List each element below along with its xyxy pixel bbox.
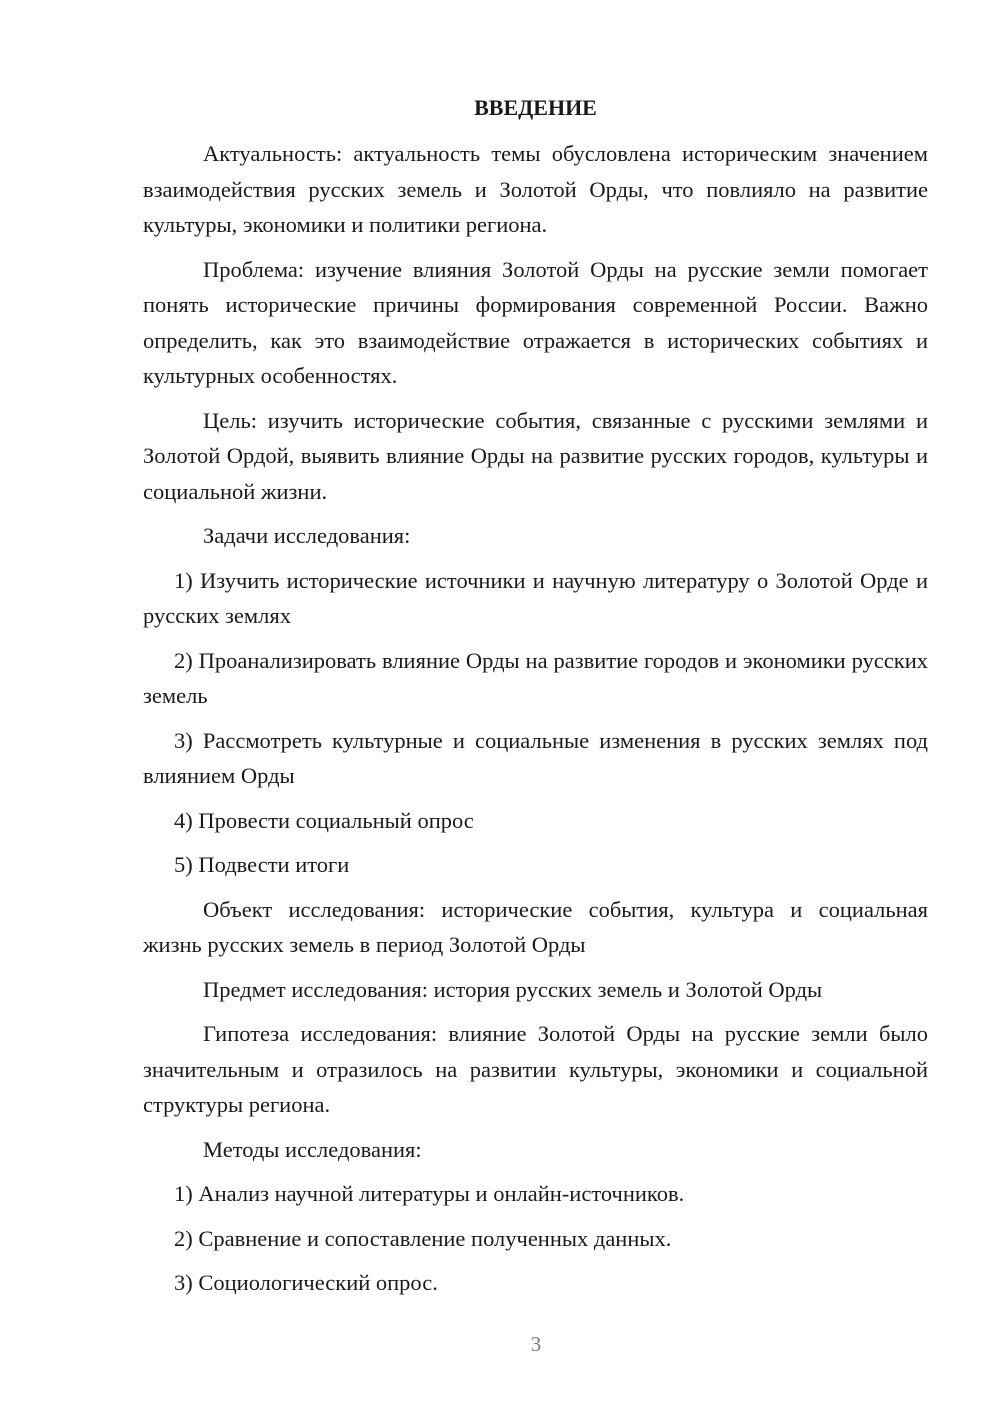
method-item-2: 2) Сравнение и сопоставление полученных данных. <box>174 1225 672 1251</box>
hypothesis-paragraph: Гипотеза исследования: влияние Золотой Орды на русские земли было значительным и отразилось на развитии культуры, экономики и социальной структуры региона. <box>143 1021 928 1117</box>
problem-paragraph: Проблема: изучение влияния Золотой Орды на русские земли помогает понять исторические причины формирования современной России. Важно определить, как это взаимодействие отражается в исторических событиях и культурных особенностях. <box>143 256 928 388</box>
method-item-1: 1) Анализ научной литературы и онлайн-источников. <box>174 1181 685 1206</box>
document-page <box>143 92 928 1310</box>
relevance-paragraph: Актуальность: актуальность темы обусловлена историческим значением взаимодействия русских земель и Золотой Орды, что повлияло на развитие культуры, экономики и политики региона. <box>143 141 928 237</box>
task-item-4: 4) Провести социальный опрос <box>174 807 474 833</box>
task-item-3: 3) Рассмотреть культурные и социальные изменения в русских землях под влиянием Орды <box>143 727 928 788</box>
page-number: 3 <box>530 1332 542 1356</box>
task-item-1: 1) Изучить исторические источники и научную литературу о Золотой Орде и русских землях <box>143 567 928 628</box>
method-item-3: 3) Социологический опрос. <box>174 1270 438 1295</box>
tasks-heading: Задачи исследования: <box>203 523 411 548</box>
section-title: ВВЕДЕНИЕ <box>474 95 597 120</box>
task-item-2: 2) Проанализировать влияние Орды на развитие городов и экономики русских земель <box>143 647 928 708</box>
task-item-5: 5) Подвести итоги <box>174 852 350 877</box>
goal-paragraph: Цель: изучить исторические события, связанные с русскими землями и Золотой Ордой, выявить влияние Орды на развитие русских городов, культуры и социальной жизни. <box>143 407 928 504</box>
object-paragraph: Объект исследования: исторические события, культура и социальная жизнь русских земель в период Золотой Орды <box>143 896 928 957</box>
methods-heading: Методы исследования: <box>203 1136 422 1162</box>
subject-paragraph: Предмет исследования: история русских земель и Золотой Орды <box>203 976 823 1002</box>
